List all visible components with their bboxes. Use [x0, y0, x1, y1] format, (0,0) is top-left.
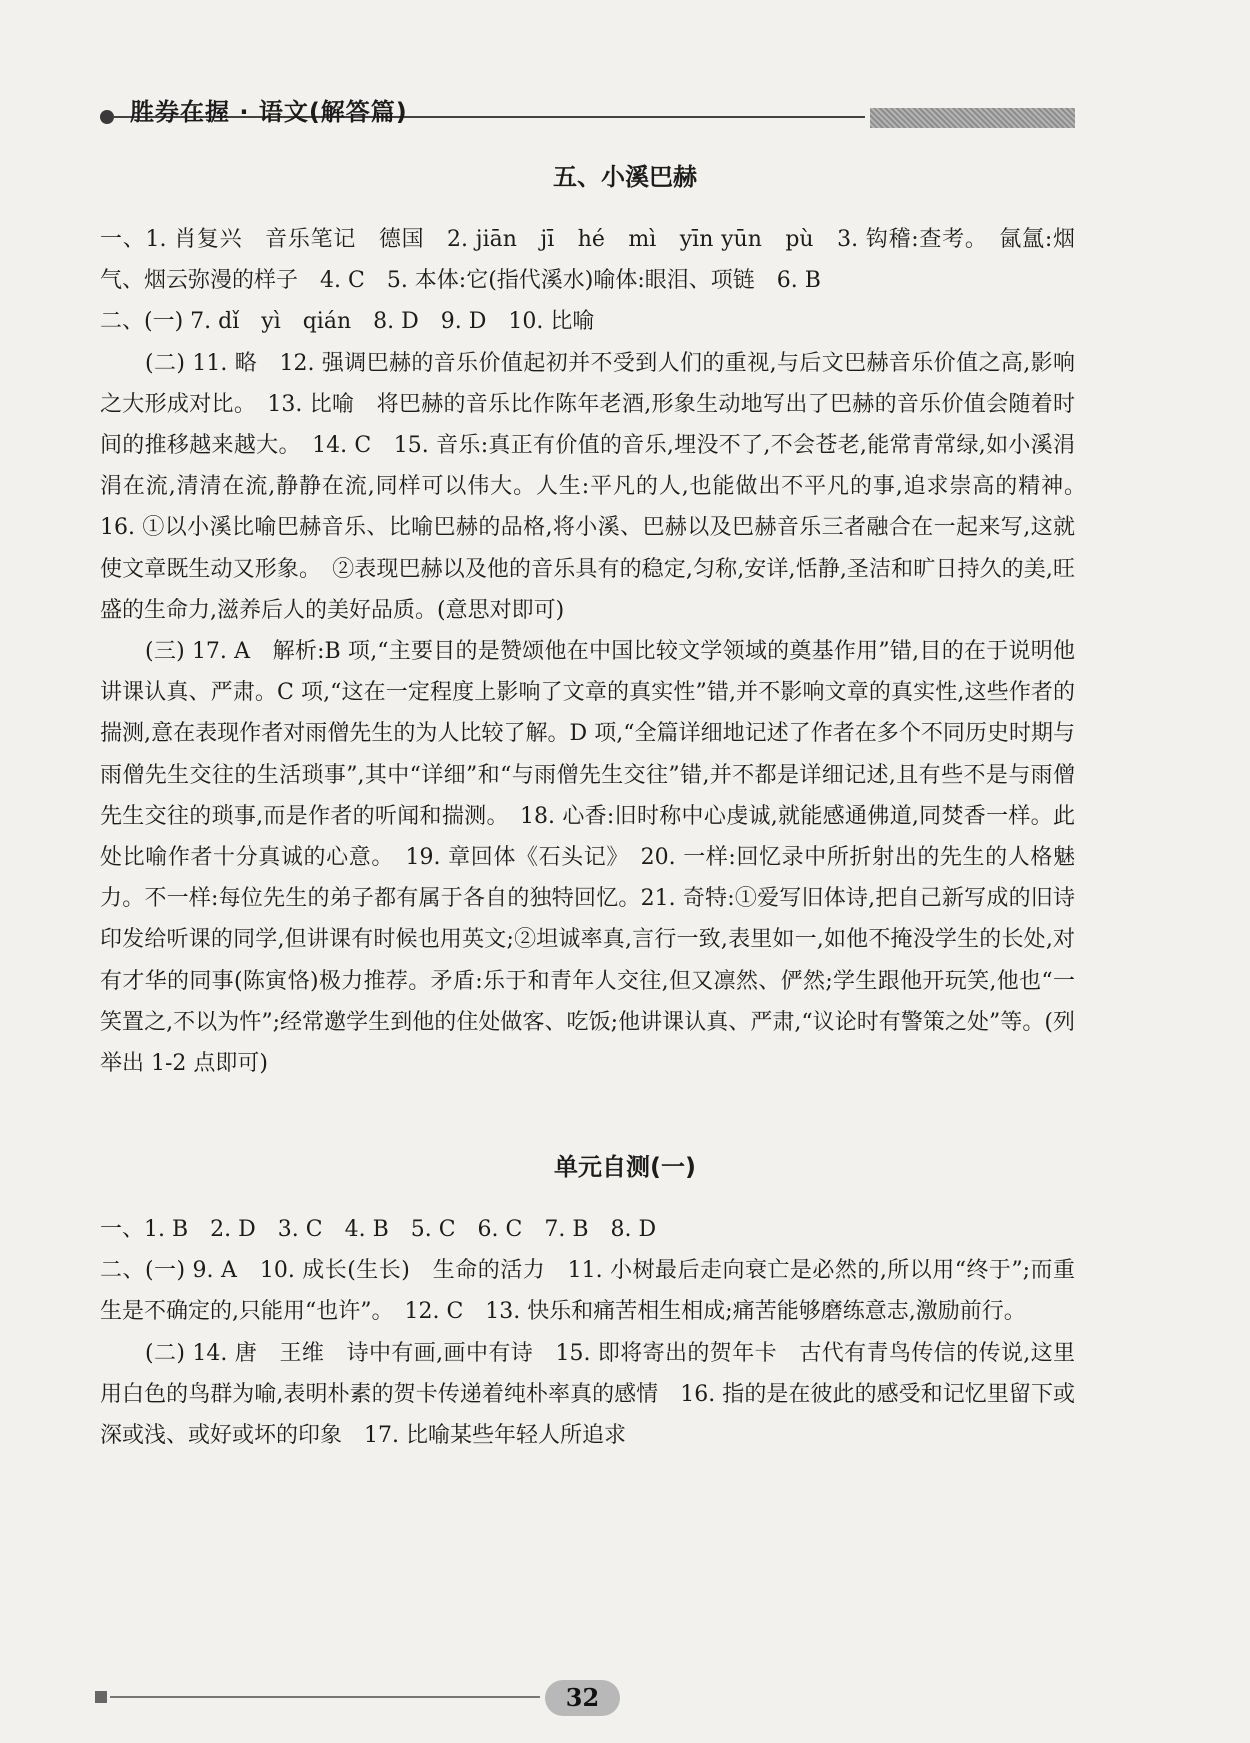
- section-title-1: 五、小溪巴赫: [553, 163, 697, 191]
- answer-paragraph: (二) 14. 唐 王维 诗中有画,画中有诗 15. 即将寄出的贺年卡 古代有青鸟传信的传说,这里用白色的鸟群为喻,表明朴素的贺卡传递着纯朴率真的感情 16. 指的是在彼此的感受和记忆里留下或深或浅、或好或坏的印象 17. 比喻某些年轻人所追求: [100, 1340, 1075, 1449]
- header-decor-bar: [870, 108, 1075, 128]
- answer-paragraph: (三) 17. A 解析:B 项,“主要目的是赞颂他在中国比较文学领域的奠基作用”错,目的在于说明他讲课认真、严肃。C 项,“这在一定程度上影响了文章的真实性”错,并不影响文章的真实性,这些作者的揣测,意在表现作者对雨僧先生的为人比较了解。D 项,“全篇详细地记述了作者在多个不同历史时期与雨僧先生交往的生活琐事”,其中“详细”和“与雨僧先生交往”错,并不都是详细记述,且有些不是与雨僧先生交往的琐事,而是作者的听闻和揣测。 18. 心香:旧时称中心虔诚,就能感通佛道,同焚香一样。此处比喻作者十分真诚的心意。 19. 章回体《石头记》 20. 一样:回忆录中所折射出的先生的人格魅力。不一样:每位先生的弟子都有属于各自的独特回忆。21. 奇特:①爱写旧体诗,把自己新写成的旧诗印发给听课的同学,但讲课有时候也用英文;②坦诚率真,言行一致,表里如一,如他不掩没学生的长处,对有才华的同事(陈寅恪)极力推荐。矛盾:乐于和青年人交往,但又凛然、俨然;学生跟他开玩笑,他也“一笑置之,不以为忤”;经常邀学生到他的住处做客、吃饭;他讲课认真、严肃,“议论时有警策之处”等。(列举出 1-2 点即可): [100, 639, 1075, 1077]
- answer-paragraph: 一、1. 肖复兴 音乐笔记 德国 2. jiān jī hé mì yīn yūn pù 3. 钩稽:查考。 氤氲:烟气、烟云弥漫的样子 4. C 5. 本体:它(指代溪水)喻体:眼泪、项链 6. B: [100, 227, 1075, 294]
- section-1-answers: [100, 219, 1098, 1084]
- book-title: 胜券在握 · 语文(解答篇): [130, 98, 408, 126]
- section-title-2: 单元自测(一): [554, 1153, 696, 1181]
- footer-divider: [110, 1696, 540, 1698]
- answer-paragraph: (二) 11. 略 12. 强调巴赫的音乐价值起初并不受到人们的重视,与后文巴赫音乐价值之高,影响之大形成对比。 13. 比喻 将巴赫的音乐比作陈年老酒,形象生动地写出了巴赫的音乐价值会随着时间的推移越来越大。 14. C 15. 音乐:真正有价值的音乐,埋没不了,不会苍老,能常青常绿,如小溪涓涓在流,清清在流,静静在流,同样可以伟大。人生:平凡的人,也能做出不平凡的事,追求崇高的精神。 16. ①以小溪比喻巴赫音乐、比喻巴赫的品格,将小溪、巴赫以及巴赫音乐三者融合在一起来写,这就使文章既生动又形象。 ②表现巴赫以及他的音乐具有的稳定,匀称,安详,恬静,圣洁和旷日持久的美,旺盛的生命力,滋养后人的美好品质。(意思对即可): [100, 350, 1098, 623]
- footer-bullet-icon: [95, 1691, 107, 1703]
- answer-paragraph: 二、(一) 9. A 10. 成长(生长) 生命的活力 11. 小树最后走向衰亡是必然的,所以用“终于”;而重生是不确定的,只能用“也许”。 12. C 13. 快乐和痛苦相生相成;痛苦能够磨练意志,激励前行。: [100, 1258, 1075, 1325]
- answer-paragraph: 一、1. B 2. D 3. C 4. B 5. C 6. C 7. B 8. D: [100, 1217, 657, 1242]
- section-2-answers: [100, 1209, 1075, 1456]
- page-number: 32: [545, 1680, 620, 1716]
- header-bullet-icon: [100, 110, 114, 124]
- page-header: [100, 92, 1075, 132]
- answer-paragraph: 二、(一) 7. dǐ yì qián 8. D 9. D 10. 比喻: [100, 309, 595, 335]
